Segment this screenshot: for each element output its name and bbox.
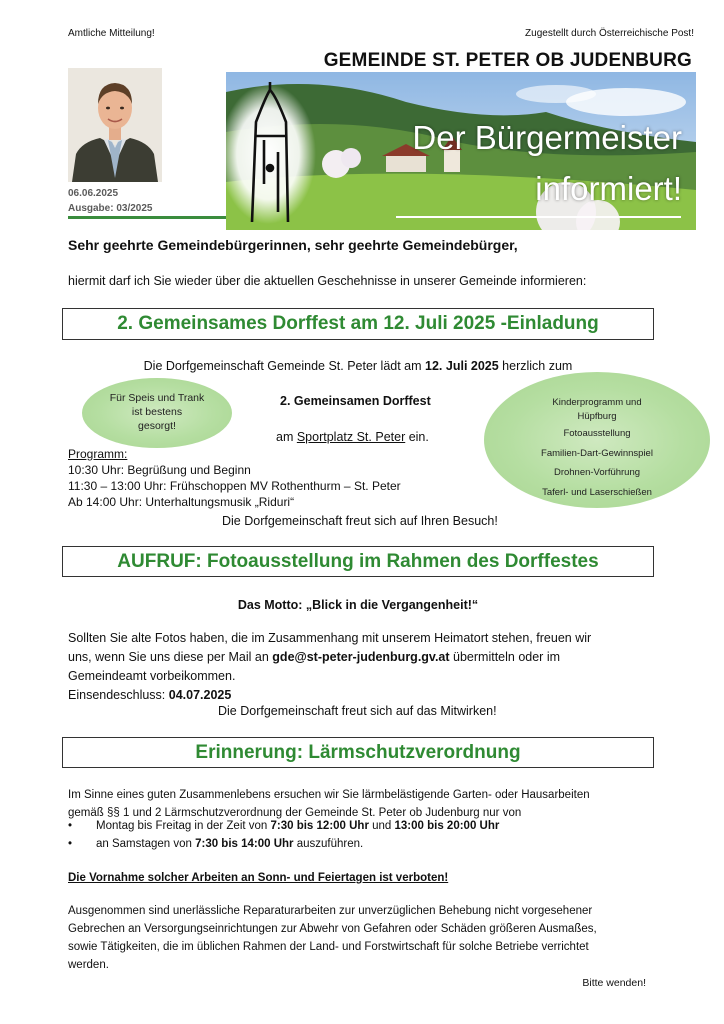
aufruf-text-line bbox=[68, 648, 654, 667]
contact-email: gde@st-peter-judenburg.gv.at bbox=[272, 650, 450, 664]
program-item: Ab 14:00 Uhr: Unterhaltungsmusik „Riduri“ bbox=[68, 495, 295, 509]
event-name: 2. Gemeinsamen Dorffest bbox=[280, 394, 431, 408]
food-oval-line: Für Speis und Trank bbox=[109, 392, 205, 404]
issue-number: Ausgabe: 03/2025 bbox=[68, 203, 153, 214]
bullet-time: 7:30 bis 14:00 Uhr bbox=[195, 838, 294, 850]
activity-item: Hüpfburg bbox=[577, 411, 617, 422]
intro-text: hiermit darf ich Sie wieder über die aktuellen Geschehnisse in unserer Gemeinde informieren: bbox=[68, 274, 587, 288]
exception-line: Gebrechen an Versorgungseinrichtungen zur Abwehr von Gefahren oder Schäden größeren Ausmaßes, bbox=[68, 923, 597, 935]
location-suffix: ein. bbox=[405, 430, 429, 444]
food-oval-line: gesorgt! bbox=[138, 420, 176, 432]
banner-title-line1: Der Bürgermeister bbox=[412, 119, 682, 156]
issue-date: 06.06.2025 bbox=[68, 188, 119, 199]
activity-item: Familien-Dart-Gewinnspiel bbox=[541, 447, 653, 459]
sunday-warning bbox=[68, 872, 448, 884]
event-location bbox=[276, 430, 429, 444]
food-oval-line: ist bestens bbox=[131, 406, 183, 418]
location-prefix: am bbox=[276, 430, 297, 444]
banner-title-line2: informiert! bbox=[535, 170, 682, 207]
laerm-text-line: Im Sinne eines guten Zusammenlebens ersuchen wir Sie lärmbelästigende Garten- oder Hausarbeiten bbox=[68, 789, 590, 801]
program-label bbox=[68, 447, 127, 461]
activity-item: Fotoausstellung bbox=[563, 428, 631, 439]
dorffest-invitation bbox=[62, 359, 654, 373]
location-name: Sportplatz St. Peter bbox=[296, 430, 406, 444]
bullet-text: Montag bis Freitag in der Zeit von bbox=[96, 820, 271, 832]
postal-notice: Zugestellt durch Österreichische Post! bbox=[525, 28, 694, 39]
activity-item: Taferl- und Laserschießen bbox=[542, 486, 652, 498]
invitation-text: Die Dorfgemeinschaft Gemeinde St. Peter lädt am bbox=[143, 359, 426, 373]
exception-paragraph bbox=[68, 902, 668, 974]
program-item: 10:30 Uhr: Begrüßung und Beginn bbox=[68, 463, 251, 477]
activity-item: Drohnen-Vorführung bbox=[553, 467, 641, 479]
exception-line: werden. bbox=[68, 959, 109, 971]
banner-underline bbox=[396, 216, 681, 218]
invitation-date: 12. Juli 2025 bbox=[425, 359, 499, 373]
deadline-date: 04.07.2025 bbox=[168, 688, 232, 702]
aufruf-heading: AUFRUF: Fotoausstellung im Rahmen des Dorffestes bbox=[62, 546, 654, 577]
food-oval bbox=[82, 378, 232, 448]
aufruf-text-line: Gemeindeamt vorbeikommen. bbox=[68, 669, 236, 683]
program-item: 11:30 – 13:00 Uhr: Frühschoppen MV Rothenthurm – St. Peter bbox=[68, 479, 401, 493]
please-turn-over: Bitte wenden! bbox=[582, 977, 646, 989]
bullet-weekdays: • Montag bis Freitag in der Zeit von 7:30 bis 12:00 Uhr und 13:00 bis 20:00 Uhr bbox=[68, 820, 500, 832]
aufruf-text bbox=[68, 629, 654, 705]
bullet-text: an Samstagen von bbox=[96, 838, 196, 850]
bullet-text: auszuführen. bbox=[293, 838, 364, 850]
deadline-label: Einsendeschluss: bbox=[68, 688, 169, 702]
invitation-text-end: herzlich zum bbox=[498, 359, 573, 373]
dorffest-closing: Die Dorfgemeinschaft freut sich auf Ihren Besuch! bbox=[222, 514, 498, 528]
activities-oval bbox=[484, 372, 710, 508]
program-label-text: Programm: bbox=[68, 447, 128, 461]
greeting: Sehr geehrte Gemeindebürgerinnen, sehr geehrte Gemeindebürger, bbox=[68, 237, 518, 253]
issue-date-block bbox=[68, 186, 153, 216]
header-banner bbox=[226, 72, 696, 230]
mayor-photo bbox=[68, 68, 162, 182]
exception-line: Ausgenommen sind unerlässliche Reparaturarbeiten zur unverzüglichen Behebung nicht vorgesehener bbox=[68, 905, 593, 917]
aufruf-closing: Die Dorfgemeinschaft freut sich auf das Mitwirken! bbox=[218, 704, 497, 718]
bullet-time: 7:30 bis 12:00 Uhr bbox=[270, 820, 369, 832]
dorffest-heading: 2. Gemeinsames Dorffest am 12. Juli 2025 -Einladung bbox=[62, 308, 654, 340]
exception-line: sowie Tätigkeiten, die im üblichen Rahmen der Land- und Forstwirtschaft für solche Betriebe verrichtet bbox=[68, 941, 589, 953]
aufruf-motto: Das Motto: „Blick in die Vergangenheit!“ bbox=[237, 598, 479, 612]
aufruf-deadline bbox=[68, 686, 654, 705]
laerm-heading: Erinnerung: Lärmschutzverordnung bbox=[62, 737, 654, 768]
aufruf-text-segment: übermitteln oder im bbox=[449, 650, 561, 664]
bullet-time: 13:00 bis 20:00 Uhr bbox=[394, 820, 500, 832]
aufruf-text-line: Sollten Sie alte Fotos haben, die im Zusammenhang mit unserem Heimatort stehen, freuen wir bbox=[68, 631, 592, 645]
activity-item: Kinderprogramm und bbox=[552, 397, 642, 408]
official-notice: Amtliche Mitteilung! bbox=[68, 28, 155, 39]
bullet-saturday: • an Samstagen von 7:30 bis 14:00 Uhr auszuführen. bbox=[68, 838, 364, 850]
municipality-title: GEMEINDE ST. PETER OB JUDENBURG bbox=[323, 50, 692, 71]
laerm-text-line: gemäß §§ 1 und 2 Lärmschutzverordnung der Gemeinde St. Peter ob Judenburg nur von bbox=[68, 807, 522, 819]
laerm-paragraph bbox=[68, 786, 668, 822]
header-divider bbox=[68, 216, 226, 219]
sunday-warning-text: Die Vornahme solcher Arbeiten an Sonn- und Feiertagen ist verboten! bbox=[68, 872, 449, 884]
bullet-text: und bbox=[368, 820, 395, 832]
aufruf-text-segment: uns, wenn Sie uns diese per Mail an bbox=[68, 650, 273, 664]
